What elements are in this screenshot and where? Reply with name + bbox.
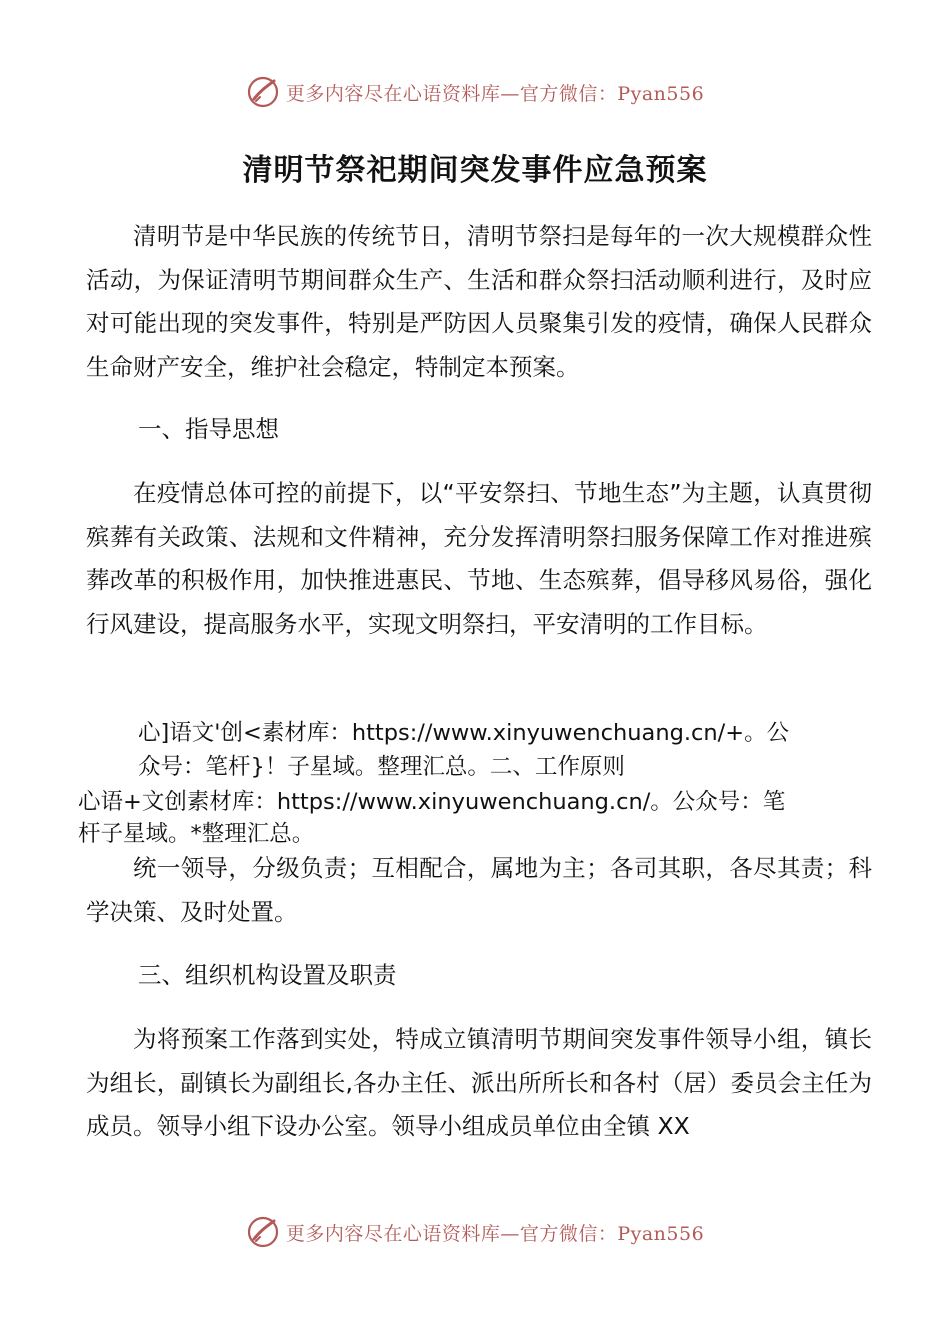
banner-text: 更多内容尽在心语资料库—官方微信：Pyan556 [285, 82, 705, 105]
section-heading-guiding-ideology: 一、指导思想 [138, 415, 279, 443]
brush-logo-icon [246, 1215, 280, 1249]
footer-watermark-banner [0, 1212, 950, 1252]
inserted-line-3: 心语+文创素材库：https://www.xinyuwenchuang.cn/。公众号：笔 [78, 789, 786, 815]
intro-paragraph: 清明节是中华民族的传统节日，清明节祭扫是每年的一次大规模群众性活动，为保证清明节期间群众生产、生活和群众祭扫活动顺利进行，及时应对可能出现的突发事件，特别是严防因人员聚集引发的疫情，确保人民群众生命财产安全，维护社会稳定，特制定本预案。 [86, 222, 872, 381]
banner-text: 更多内容尽在心语资料库—官方微信：Pyan556 [285, 1222, 705, 1245]
section2-paragraph: 统一领导，分级负责；互相配合，属地为主；各司其职，各尽其责；科学决策、及时处置。 [86, 854, 872, 926]
section3-paragraph: 为将预案工作落到实处，特成立镇清明节期间突发事件领导小组，镇长为组长，副镇长为副组长,各办主任、派出所所长和各村（居）委员会主任为成员。领导小组下设办公室。领导小组成员单位由全镇 XX [86, 1025, 872, 1140]
header-watermark-banner [0, 72, 950, 112]
section-heading-organization: 三、组织机构设置及职责 [138, 961, 397, 989]
section1-paragraph: 在疫情总体可控的前提下，以“平安祭扫、节地生态”为主题，认真贯彻殡葬有关政策、法规和文件精神，充分发挥清明祭扫服务保障工作对推进殡葬改革的积极作用，加快推进惠民、节地、生态殡葬，倡导移风易俗，强化行风建设，提高服务水平，实现文明祭扫，平安清明的工作目标。 [86, 479, 872, 638]
brush-logo-icon [246, 75, 280, 109]
inserted-line-2: 众号：笔杆}！子星域。整理汇总。二、工作原则 [138, 754, 625, 780]
inserted-line-1: 心]语文'创<素材库：https://www.xinyuwenchuang.cn/+。公 [138, 720, 790, 746]
document-title: 清明节祭祀期间突发事件应急预案 [242, 153, 708, 188]
inserted-line-4: 杆子星域。*整理汇总。 [78, 821, 315, 847]
